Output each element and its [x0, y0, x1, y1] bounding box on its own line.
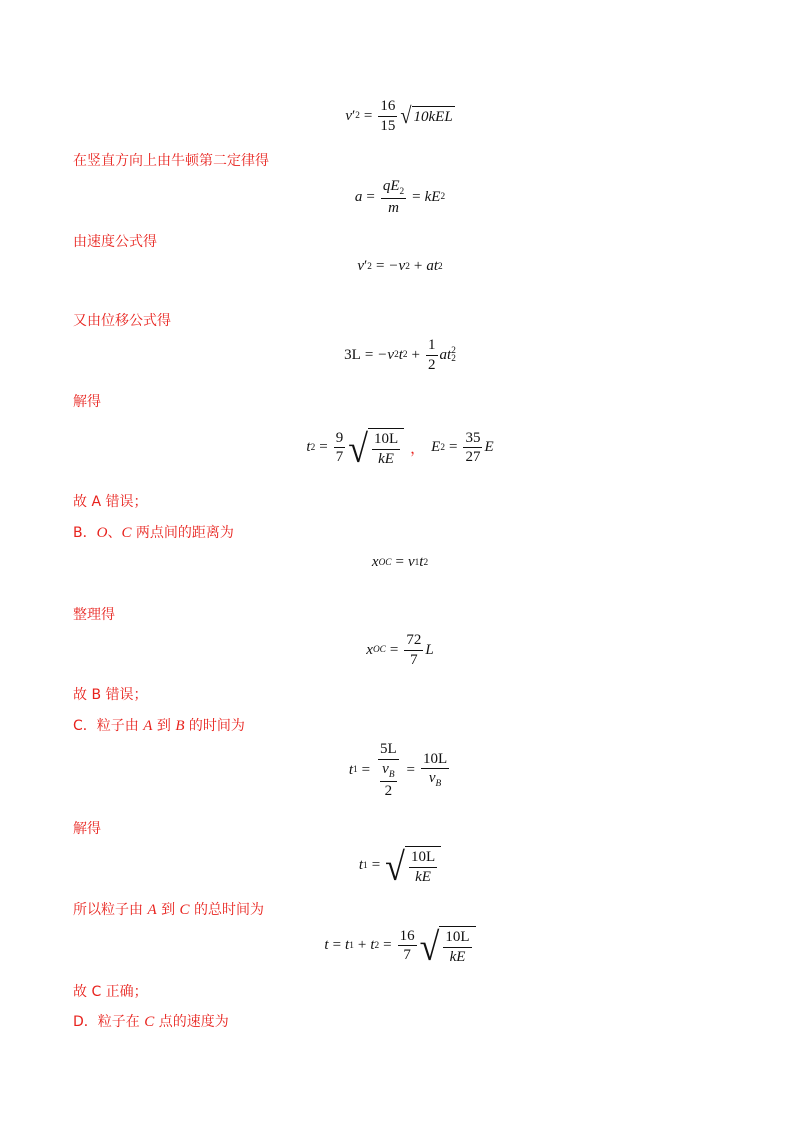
text-line: 又由位移公式得: [73, 313, 171, 329]
equation-xoc-result: x OC = $\frac{72}{7}$ L: [366, 632, 434, 668]
equation-total-time: t = t 1 + t 2 = $\frac{16}{7}$ √ $\frac{10L}{kE}$: [0, 926, 800, 965]
equation-t1-fraction: t 1 = $\frac{5L}{\frac{v_B}{2}}$ = $\frac{10L}{v_B}$: [348, 741, 448, 799]
text-line: 解得: [73, 821, 101, 837]
equation-acceleration: a = $\frac{qE_2}{m}$ = kE 2: [354, 178, 446, 217]
fraction: $\frac{35}{27}$: [465, 429, 481, 465]
square-root: √ $\frac{10L}{kE}$: [420, 926, 476, 965]
square-root: √ $\frac{10L}{kE}$: [348, 428, 404, 467]
text-line: 故 C 正确；: [73, 984, 148, 1000]
text-line: 由速度公式得: [73, 234, 157, 250]
equation-t2-e2: t 2 = $\frac{9}{7}$ √ $\frac{10L}{kE}$ ， E 2 = $\frac{35}{27}$ E: [306, 427, 494, 471]
equation-v2-prime: v ′ 2 = $\frac{16}{15}$ √ 10kEL: [345, 98, 453, 134]
fraction: $\frac{qE_2}{m}$: [382, 178, 405, 217]
equation-t1-result: t 1 = √ $\frac{10L}{kE}$: [0, 846, 800, 885]
fraction: $\frac{16}{7}$: [399, 927, 415, 963]
text-line: 故 B 错误；: [73, 687, 148, 703]
fraction: $\frac{5L}{\frac{v_B}{2}}$: [379, 741, 397, 799]
equation-displacement: 3L = −v 2 t 2 + $\frac{1}{2}$ at 2 2: [344, 337, 456, 373]
fraction: $\frac{9}{7}$: [335, 429, 344, 465]
fraction: $\frac{10L}{v_B}$: [422, 750, 448, 790]
text-line: 在竖直方向上由牛顿第二定律得: [73, 153, 269, 169]
equation-xoc: x OC = v 1 t 2: [371, 554, 429, 570]
square-root: √ 10kEL: [400, 103, 453, 129]
text-line: 解得: [73, 394, 101, 410]
equation-velocity: v ′ 2 = −v 2 + at 2: [357, 258, 443, 274]
fraction: $\frac{16}{15}$: [380, 98, 396, 134]
fraction: $\frac{1}{2}$: [428, 337, 436, 373]
text-line: D．粒子在 C 点的速度为: [73, 1014, 229, 1030]
fraction: $\frac{72}{7}$: [406, 632, 422, 668]
text-line: 故 A 错误；: [73, 494, 148, 510]
text-line: C．粒子由 A 到 B 的时间为: [73, 718, 245, 734]
square-root: √ $\frac{10L}{kE}$: [385, 846, 441, 885]
text-line: 所以粒子由 A 到 C 的总时间为: [73, 902, 264, 918]
text-line: B．O、C 两点间的距离为: [73, 525, 234, 541]
text-line: 整理得: [73, 607, 115, 623]
